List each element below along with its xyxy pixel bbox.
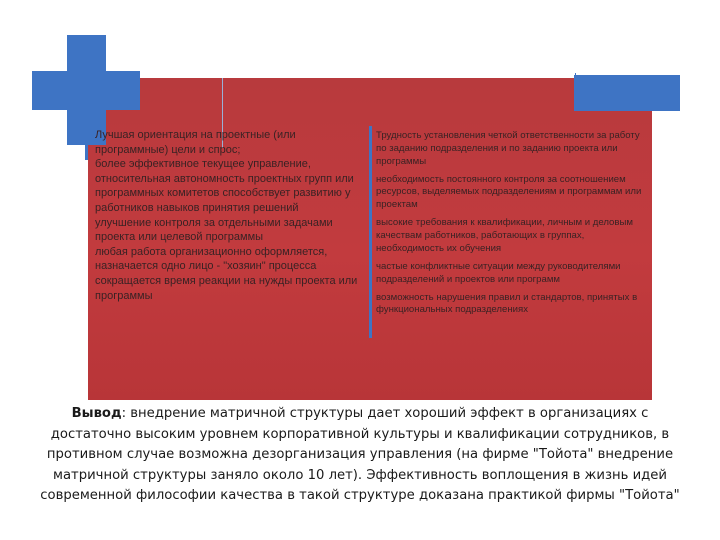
advantages-column xyxy=(95,128,365,303)
disadvantage-item: частые конфликтные ситуации между руководителями подразделений и проектов или программ xyxy=(376,260,621,285)
blue-cross-horizontal-shape xyxy=(32,71,140,110)
blue-corner-tick xyxy=(575,73,576,77)
left-accent-bar xyxy=(85,122,88,160)
disadvantage-item: Трудность установления четкой ответственности за работу по заданию подразделения и по заданию проекта или программы xyxy=(376,130,640,167)
disadvantage-item: возможность нарушения правил и стандартов, принятых в функциональных подразделениях xyxy=(376,291,638,316)
disadvantage-item: высокие требования к квалификации, личным и деловым качествам работников, работающих в группах, необходимость их обучения xyxy=(376,217,633,254)
conclusion-text: : внедрение матричной структуры дает хороший эффект в организациях с достаточно высоким уровнем корпоративной культуры и квалификации сотрудников, в противном случае возможна дезорганизация управления (на фирме "Тойота" внедрение матричной структуры заняло около 10 лет). Эффективность воплощения в жизнь идей современной философии качества в такой структуре доказана практикой фирмы "Тойота" xyxy=(40,406,680,504)
blue-corner-rectangle xyxy=(574,75,680,111)
advantage-item: любая работа организационно оформляется, назначается одно лицо - "хозяин" процесса xyxy=(95,245,328,273)
disadvantage-item: необходимость постоянного контроля за соотношением ресурсов, выделяемых подразделениям и программам или проектам xyxy=(376,173,642,211)
advantage-item: более эффективное текущее управление, относительная автономность проектных групп или программных комитетов способствует развитию у работников навыков принятия решений xyxy=(95,158,354,214)
disadvantages-column xyxy=(376,130,644,322)
advantage-item: улучшение контроля за отдельными задачами проекта или целевой программы xyxy=(95,216,333,244)
middle-accent-bar xyxy=(369,126,372,338)
conclusion-paragraph xyxy=(40,404,680,507)
advantage-item: сокращается время реакции на нужды проекта или программы xyxy=(95,274,358,302)
conclusion-label: Вывод xyxy=(71,406,122,421)
advantage-item: Лучшая ориентация на проектные (или программные) цели и спрос; xyxy=(95,129,296,156)
